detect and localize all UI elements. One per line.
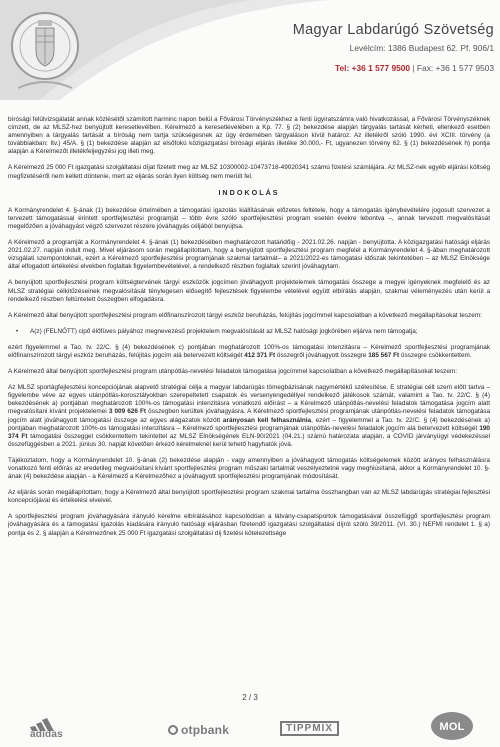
mlsz-crest-logo	[10, 6, 80, 98]
fax: Fax: +36 1 577 9503	[416, 63, 494, 73]
document-body	[8, 116, 490, 546]
text-span: ezért figyelemmel a Tao. tv. 22/C. § (4) bekezdésének c) pontjában meghatározott 100%-os támogatási intenzitásra – Kérelmező sportfejlesztési programjának előfinanszírozott tárgyi eszköz beruházás, felújítás jogcím alá betervezett költségét	[8, 343, 490, 359]
sponsor-footer	[0, 705, 500, 747]
sponsor-tippmix: TIPPMIX	[280, 721, 339, 736]
amount-youth-reduction: 190 374 Ft	[8, 424, 490, 440]
sponsor-otpbank: otpbank	[181, 723, 230, 737]
amount-original: 412 371 Ft	[244, 351, 276, 359]
paragraph-information: Tájékoztatom, hogy a Kormányrendelet 10. §-ának (2) bekezdése alapján - vagy amennyiben a jóváhagyott támogatás költségelemek között arányos felhasználásra vonatkozó fenti előírás az eredetileg megvalósítani kívánt sportfejlesztési program műszaki tartalmát veszélyeztetné vagy meghiúsítaná, akkor a Kormányrendelet 10. §-ának (4) bekezdése alapján - a Kérelmező a Kérelmezőhez a jóváhagyott sportfejlesztési programjának módosítását.	[8, 456, 490, 481]
paragraph-conformity: Az eljárás során megállapítottam, hogy a Kérelmező által benyújtott sportfejlesztési program szakmai tartalma összhangban van az MLSZ labdarúgás stratégiai fejlesztési koncepciójával és értékelési elveivel.	[8, 489, 490, 505]
paragraph-cost-plan: A benyújtott sportfejlesztési program költségtervének tárgyi eszközök jogcímen jóváhagyott projektelemek támogatási összege a megyei igényeknek megfelelő és az MLSZ stratégiai célkitűzéseinek megvalósítását ténylegesen elősegítő fejlesztések figyelembe vételével együtt elbírálás alapján, szakmai véleményezés után kerül a rendelkező részben feltüntetett összegben elfogadásra.	[8, 279, 490, 303]
text-span: összegben kerültek jóváhagyásra. A Kérelmező sportfejlesztési programjának utánpótlás-nevelési feladatok támogatása jogcím alatt jóváhagyott támogatási összege az egyes alágazatok között	[8, 408, 490, 424]
telephone: Tel: +36 1 577 9500	[335, 63, 411, 73]
paragraph-youth-strategy	[8, 384, 490, 449]
text-span: , ezért – figyelemmel a Tao. tv. 22/C. § (4) bekezdésének a) pontjában meghatározott 100%-os támogatási intenzitásra – Kérelmező sportfejlesztési programjának utánpótlás-nevelési feladatok jogcím alá betervezett költségét	[8, 416, 490, 432]
sponsor-mol: MOL	[439, 721, 465, 733]
paragraph-submission: A Kérelmező a programját a Kormányrendelet 4. §-ának (1) bekezdésében meghatározott határidőig - 2021.02.26. napján - benyújtotta. A közigazgatási hatósági eljárás 2021.02.27. napján indult meg. Mivel eljárásom során megállapítottam, hogy a benyújtott sportfejlesztési program megfelel a Kormányrendelet 4. §-ában meghatározott vizsgálati szempontoknak, ezért a Kérelmező sportfejlesztési programjának szakmai tartalmát– a 2021/2022-es támogatási időszak tekintetében – az MLSZ Elnöksége által elfogadott értékelési elvekben foglaltak figyelembevételével, a rendelkező részben foglaltak szerint jóváhagytam.	[8, 239, 490, 271]
text-span: támogatási összeggel csökkentettem tekintettel az MLSZ Elnökségének ELN-90/2021 (04.21.) számú határozata alapján, a COVID járványügyi védekezéssel összefüggésben a 2021. június 30. napját követően érkező kérelmeknél kerül tehető hagyhatók jóvá.	[8, 432, 490, 448]
letterhead	[0, 0, 500, 100]
paragraph-assets-reduction	[8, 344, 490, 360]
text-span: összegről jóváhagyott összegre	[275, 351, 369, 359]
contact-separator: |	[412, 63, 415, 73]
paragraph-fee: A Kérelmező 25 000 Ft igazgatási szolgáltatási díjat fizetett meg az MLSZ 10300002-10473718-49020341 számú fizetési számlájára. Az MLSZ-nek egyéb eljárási költség megfizetéséről nem kellett döntenie, mert az eljárás során ilyen költség nem merült fel.	[8, 164, 490, 180]
page-number: 2 / 3	[242, 693, 258, 702]
section-heading: INDOKOLÁS	[218, 187, 280, 197]
paragraph-admin-fee: A sportfejlesztési program jóváhagyására irányuló kérelme elbírálásához kapcsolódóan a látvány-csapatsportok támogatásával összefüggő sportfejlesztési program jóváhagyására és a támogatási igazolás kiadására irányuló hatósági eljárásban fizetendő igazgatási szolgáltatási díjról szóló 39/2011. (VI. 30.) NEFMI rendelet 1. § a) pontja és 2. § alapján a Kérelmezőnek 25 000 Ft igazgatási szolgáltatási díj fizetési kötelezettsége	[8, 513, 490, 537]
paragraph-regulation: A Kormányrendelet 4. §-ának (1) bekezdése értelmében a támogatási igazolás kiállításának előzetes feltétele, hogy a támogatás igénybevételére jogosult szervezet a tervezett támogatással érintett sportfejlesztési programját – több évre szóló sportfejlesztési program esetén évekre lebontva –, annak tervezett megvalósítását megelőzően a jóváhagyást végző szervezet részére jóváhagyás céljából benyújtsa.	[8, 206, 490, 230]
paragraph-legal-remedy: bírósági felülvizsgálatát annak közlésétől számított harminc napon belül a Fővárosi Törvényszékhez a fenti ügyiratszámra való hivatkozással, a Fővárosi Törvényszéknek címzett, de az MLSZ-hez benyújtott keresetlevélben. Kérelmező a keresetlevelében a Kp. 77. § (2) bekezdése alapján tárgyalás tartását kérheti, ellenkező esetben amennyiben a tárgyalás tartását a bíróság nem tartja szükségesnek az ügy érdemében tárgyaláson kívül határoz. Az illetékről szóló 1990. évi XCIII. törvény (a továbbiakban: Itv.) 45/A. § (1) bekezdése alapján az elsőfokú közigazgatási bírósági eljárás illetéke 30.000,- Ft, ugyanezen törvény 62. § (1) bekezdésének h) pontja alapján a Kérelmezőt illetékfeljegyzési jog illeti meg.	[8, 116, 490, 156]
amount-youth-approved: 3 009 626 Ft	[108, 408, 147, 416]
sponsor-adidas: adidas	[30, 729, 63, 740]
paragraph-assets-intro: A Kérelmező által benyújtott sportfejlesztési program előfinanszírozott tárgyi eszköz beruházás, felújítás jogcímmel kapcsolatban a következő megállapításokat teszem:	[8, 311, 482, 319]
organization-name: Magyar Labdarúgó Szövetség	[292, 22, 494, 38]
emphasis-proportional: arányosan kell felhasználnia	[222, 416, 312, 424]
otp-ring-icon	[168, 725, 178, 735]
mol-logo	[430, 711, 474, 741]
postal-address: Levélcím: 1386 Budapest 62. Pf. 906/1	[349, 43, 494, 53]
contact-line	[236, 63, 494, 73]
bullet-item: • A(z) (FELNŐTT) cipő élőfüves pályához megnevezésű projektelem megvalósítását az MLSZ hatósági jogkörében eljárva nem támogatja;	[30, 328, 490, 336]
otpbank-logo	[168, 723, 229, 737]
amount-approved: 185 567 Ft	[368, 351, 400, 359]
text-span: összegre csökkentettem.	[399, 351, 472, 359]
text-span: Az MLSZ sportágfejlesztési koncepciójának alapvető stratégiai célja a magyar labdarúgás tömegbázisának nagymértékű szélesítése. E stratégiai célt szem előtt tartva – figyelembe véve az egyes utánpótlás-korosztályokban szerepeltetett csapatok és versenyengedéllyel rendelkező játékosok számát, valamint a Tao. tv. 22/C. § (4) bekezdésének a) pontjában meghatározott 100%-os támogatási intenzitásra vonatkozó előírást – a Kérelmező utánpótlás-nevelési feladatok támogatása jogcím alatt megvalósítani kívánt projektelemei	[8, 384, 490, 416]
adidas-logo	[30, 717, 70, 740]
paragraph-youth-intro: A Kérelmező által benyújtott sportfejlesztési program utánpótlás-nevelési feladatok támogatása jogcímmel kapcsolatban a következő megállapításokat teszem:	[8, 368, 458, 376]
